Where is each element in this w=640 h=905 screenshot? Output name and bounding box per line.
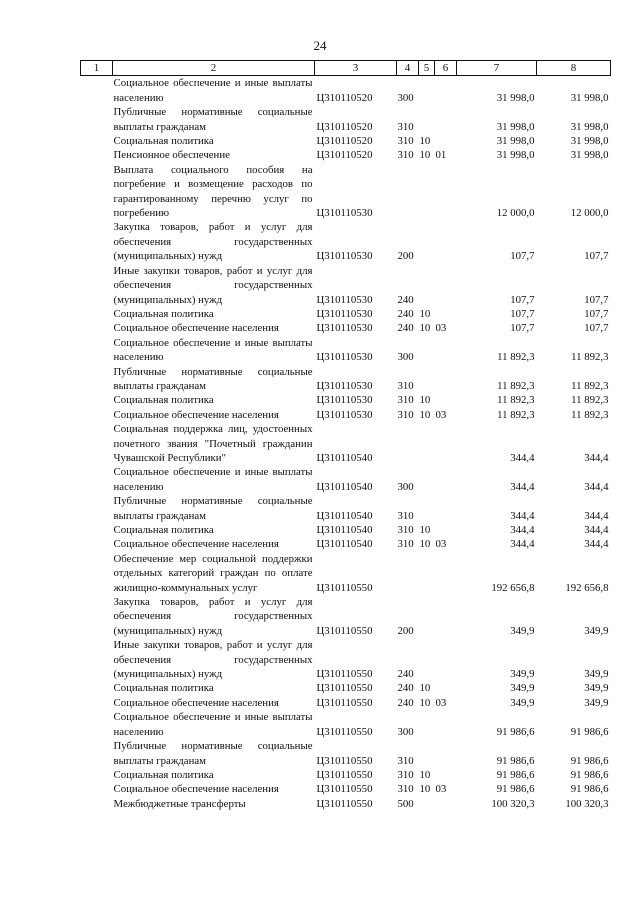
header-col-3: 3 bbox=[315, 61, 397, 76]
row-target-code: Ц310110540 bbox=[316, 509, 373, 522]
row-expense-type: 310 bbox=[397, 509, 414, 522]
row-amount-col-7: 31 998,0 bbox=[496, 91, 535, 104]
row-name: Социальная политика bbox=[113, 135, 214, 148]
row-name: Иные закупки товаров, работ и услуг для обеспечения государственных (муниципальных) нужд bbox=[113, 639, 313, 681]
row-expense-type: 500 bbox=[397, 797, 414, 810]
row-expense-type bbox=[397, 552, 419, 595]
row-amount-col-8: 192 656,8 bbox=[565, 581, 609, 594]
row-expense-type: 310 bbox=[397, 379, 414, 392]
row-subsection: 03 bbox=[435, 783, 447, 796]
table-row bbox=[81, 681, 611, 695]
row-amount-col-7: 349,9 bbox=[510, 624, 535, 637]
row-amount-col-7: 31 998,0 bbox=[496, 135, 535, 148]
row-name: Публичные нормативные социальные выплаты гражданам bbox=[113, 106, 313, 133]
row-amount-col-7: 107,7 bbox=[510, 307, 535, 320]
row-target-code: Ц310110530 bbox=[316, 322, 373, 335]
row-name: Социальное обеспечение населения bbox=[113, 408, 279, 421]
row-expense-type: 240 bbox=[397, 696, 414, 709]
row-amount-col-7: 349,9 bbox=[510, 668, 535, 681]
row-section bbox=[419, 264, 435, 307]
row-section: 10 bbox=[419, 307, 431, 320]
row-section: 10 bbox=[419, 783, 431, 796]
row-amount-col-7: 344,4 bbox=[510, 538, 535, 551]
row-subsection bbox=[435, 638, 457, 681]
row-expense-type: 310 bbox=[397, 768, 414, 781]
row-subsection: 03 bbox=[435, 696, 447, 709]
header-col-1: 1 bbox=[81, 61, 113, 76]
table-row bbox=[81, 552, 611, 595]
row-section: 10 bbox=[419, 538, 431, 551]
row-amount-col-8: 100 320,3 bbox=[565, 797, 609, 810]
row-name: Социальная политика bbox=[113, 307, 214, 320]
budget-table bbox=[80, 60, 611, 811]
row-col-1 bbox=[81, 537, 113, 551]
row-subsection: 01 bbox=[435, 149, 447, 162]
row-section: 10 bbox=[419, 408, 431, 421]
row-expense-type: 200 bbox=[397, 624, 414, 637]
table-row bbox=[81, 408, 611, 422]
row-expense-type: 300 bbox=[397, 351, 414, 364]
row-col-1 bbox=[81, 264, 113, 307]
row-name: Социальное обеспечение населения bbox=[113, 538, 279, 551]
row-col-1 bbox=[81, 76, 113, 105]
row-col-1 bbox=[81, 408, 113, 422]
table-row bbox=[81, 422, 611, 465]
table-row bbox=[81, 264, 611, 307]
row-target-code: Ц310110550 bbox=[316, 754, 373, 767]
row-amount-col-7: 11 892,3 bbox=[497, 408, 535, 421]
row-amount-col-8: 11 892,3 bbox=[571, 408, 609, 421]
row-expense-type: 240 bbox=[397, 322, 414, 335]
row-target-code: Ц310110540 bbox=[316, 524, 373, 536]
row-subsection bbox=[435, 797, 457, 811]
row-name: Социальная политика bbox=[113, 768, 214, 781]
row-name: Закупка товаров, работ и услуг для обеспечения государственных (муниципальных) нужд bbox=[113, 221, 313, 263]
row-name: Публичные нормативные социальные выплаты гражданам bbox=[113, 740, 313, 767]
row-section bbox=[419, 494, 435, 523]
row-target-code: Ц310110520 bbox=[316, 135, 373, 148]
row-amount-col-8: 107,7 bbox=[584, 250, 609, 263]
row-name: Иные закупки товаров, работ и услуг для обеспечения государственных (муниципальных) нужд bbox=[113, 264, 313, 306]
row-expense-type: 300 bbox=[397, 480, 414, 493]
row-target-code: Ц310110540 bbox=[316, 451, 373, 464]
row-expense-type: 300 bbox=[397, 725, 414, 738]
row-expense-type bbox=[397, 422, 419, 465]
row-col-1 bbox=[81, 220, 113, 263]
row-amount-col-7: 11 892,3 bbox=[497, 351, 535, 364]
table-row bbox=[81, 768, 611, 782]
row-amount-col-8: 12 000,0 bbox=[570, 207, 609, 220]
table-row bbox=[81, 336, 611, 365]
table-row bbox=[81, 76, 611, 105]
row-name: Публичные нормативные социальные выплаты гражданам bbox=[113, 365, 313, 392]
row-subsection bbox=[435, 739, 457, 768]
row-section bbox=[419, 595, 435, 638]
row-amount-col-8: 349,9 bbox=[584, 682, 609, 695]
row-target-code: Ц310110530 bbox=[316, 207, 373, 220]
row-section bbox=[419, 336, 435, 365]
row-amount-col-7: 11 892,3 bbox=[497, 394, 535, 407]
row-subsection bbox=[435, 552, 457, 595]
row-section bbox=[419, 638, 435, 681]
row-section: 10 bbox=[419, 682, 431, 695]
row-col-1 bbox=[81, 163, 113, 221]
row-subsection bbox=[435, 365, 457, 394]
row-amount-col-8: 31 998,0 bbox=[570, 149, 609, 162]
table-row bbox=[81, 465, 611, 494]
row-subsection bbox=[435, 523, 457, 537]
row-name: Закупка товаров, работ и услуг для обеспечения государственных (муниципальных) нужд bbox=[113, 596, 313, 637]
row-amount-col-7: 107,7 bbox=[510, 322, 535, 335]
row-subsection bbox=[435, 134, 457, 148]
row-col-1 bbox=[81, 739, 113, 768]
row-col-1 bbox=[81, 768, 113, 782]
row-target-code: Ц310110530 bbox=[316, 307, 373, 320]
row-name: Социальная политика bbox=[113, 394, 214, 407]
row-target-code: Ц310110550 bbox=[316, 783, 373, 796]
table-row bbox=[81, 797, 611, 811]
row-name: Социальное обеспечение населения bbox=[113, 696, 279, 709]
row-section: 10 bbox=[419, 768, 431, 781]
row-target-code: Ц310110550 bbox=[316, 668, 373, 681]
row-amount-col-8: 31 998,0 bbox=[570, 120, 609, 133]
table-row bbox=[81, 134, 611, 148]
header-col-6: 6 bbox=[435, 61, 457, 76]
row-col-1 bbox=[81, 710, 113, 739]
row-target-code: Ц310110550 bbox=[316, 696, 373, 709]
row-name: Социальное обеспечение и иные выплаты населению bbox=[113, 77, 313, 104]
row-amount-col-7: 11 892,3 bbox=[497, 379, 535, 392]
row-col-1 bbox=[81, 782, 113, 796]
row-col-1 bbox=[81, 523, 113, 537]
table-row bbox=[81, 105, 611, 134]
row-col-1 bbox=[81, 365, 113, 394]
row-subsection bbox=[435, 710, 457, 739]
row-col-1 bbox=[81, 681, 113, 695]
row-section: 10 bbox=[419, 149, 431, 162]
row-target-code: Ц310110530 bbox=[316, 293, 373, 306]
row-name: Социальное обеспечение населения bbox=[113, 322, 279, 335]
row-subsection bbox=[435, 681, 457, 695]
header-col-7: 7 bbox=[457, 61, 537, 76]
row-target-code: Ц310110550 bbox=[316, 682, 373, 695]
row-amount-col-7: 344,4 bbox=[510, 524, 535, 536]
row-col-1 bbox=[81, 638, 113, 681]
row-section: 10 bbox=[419, 524, 431, 536]
row-name: Социальное обеспечение и иные выплаты населению bbox=[113, 711, 313, 738]
table-row bbox=[81, 307, 611, 321]
row-section bbox=[419, 739, 435, 768]
row-target-code: Ц310110550 bbox=[316, 725, 373, 738]
row-expense-type: 240 bbox=[397, 307, 414, 320]
row-name: Выплата социального пособия на погребение и возмещение расходов по гарантированному перечню услуг по погребению bbox=[113, 163, 313, 220]
row-amount-col-7: 91 986,6 bbox=[496, 783, 535, 796]
row-col-1 bbox=[81, 552, 113, 595]
row-target-code: Ц310110520 bbox=[316, 91, 373, 104]
row-subsection bbox=[435, 465, 457, 494]
row-section bbox=[419, 163, 435, 221]
row-expense-type: 240 bbox=[397, 682, 414, 695]
table-row bbox=[81, 739, 611, 768]
row-name: Социальная политика bbox=[113, 682, 214, 695]
row-amount-col-7: 107,7 bbox=[510, 250, 535, 263]
row-name: Социальное обеспечение и иные выплаты населению bbox=[113, 466, 313, 493]
table-row bbox=[81, 710, 611, 739]
row-name: Публичные нормативные социальные выплаты гражданам bbox=[113, 495, 313, 522]
row-col-1 bbox=[81, 595, 113, 638]
row-expense-type: 240 bbox=[397, 293, 414, 306]
row-col-1 bbox=[81, 307, 113, 321]
row-name: Социальное обеспечение и иные выплаты населению bbox=[113, 336, 313, 364]
row-amount-col-8: 349,9 bbox=[584, 696, 609, 709]
row-col-1 bbox=[81, 494, 113, 523]
row-expense-type: 310 bbox=[397, 783, 414, 796]
row-expense-type: 300 bbox=[397, 91, 414, 104]
row-target-code: Ц310110540 bbox=[316, 538, 373, 551]
row-subsection bbox=[435, 163, 457, 221]
row-amount-col-8: 31 998,0 bbox=[570, 91, 609, 104]
row-name: Обеспечение мер социальной поддержки отдельных категорий граждан по оплате жилищно-коммунальных услуг bbox=[113, 552, 313, 594]
row-section: 10 bbox=[419, 135, 431, 148]
header-col-4: 4 bbox=[397, 61, 419, 76]
row-amount-col-8: 344,4 bbox=[584, 480, 609, 493]
row-expense-type: 310 bbox=[397, 149, 414, 162]
row-amount-col-8: 91 986,6 bbox=[570, 783, 609, 796]
row-section bbox=[419, 220, 435, 263]
row-amount-col-8: 344,4 bbox=[584, 538, 609, 551]
row-section: 10 bbox=[419, 322, 431, 335]
row-amount-col-8: 11 892,3 bbox=[571, 379, 609, 392]
row-target-code: Ц310110550 bbox=[316, 768, 373, 781]
row-col-1 bbox=[81, 148, 113, 162]
table-row bbox=[81, 494, 611, 523]
row-subsection bbox=[435, 105, 457, 134]
header-col-8: 8 bbox=[537, 61, 611, 76]
row-expense-type: 200 bbox=[397, 250, 414, 263]
row-amount-col-8: 344,4 bbox=[584, 451, 609, 464]
row-col-1 bbox=[81, 422, 113, 465]
row-amount-col-7: 344,4 bbox=[510, 480, 535, 493]
row-col-1 bbox=[81, 321, 113, 335]
table-row bbox=[81, 148, 611, 162]
row-col-1 bbox=[81, 465, 113, 494]
row-expense-type: 240 bbox=[397, 668, 414, 681]
row-expense-type: 310 bbox=[397, 120, 414, 133]
row-expense-type: 310 bbox=[397, 538, 414, 551]
row-section bbox=[419, 797, 435, 811]
row-amount-col-7: 31 998,0 bbox=[496, 120, 535, 133]
row-section: 10 bbox=[419, 696, 431, 709]
row-section bbox=[419, 710, 435, 739]
table-row bbox=[81, 696, 611, 710]
row-section bbox=[419, 365, 435, 394]
row-name: Социальная поддержка лиц, удостоенных почетного звания "Почетный гражданин Чувашской Республики" bbox=[113, 423, 313, 464]
row-target-code: Ц310110530 bbox=[316, 408, 373, 421]
column-number-header bbox=[81, 61, 611, 76]
table-row bbox=[81, 782, 611, 796]
row-target-code: Ц310110520 bbox=[316, 149, 373, 162]
row-amount-col-7: 344,4 bbox=[510, 451, 535, 464]
row-name: Социальная политика bbox=[113, 524, 214, 536]
row-subsection: 03 bbox=[435, 322, 447, 335]
row-subsection bbox=[435, 494, 457, 523]
row-expense-type: 310 bbox=[397, 754, 414, 767]
page-number: 24 bbox=[313, 38, 327, 53]
row-amount-col-7: 91 986,6 bbox=[496, 754, 535, 767]
row-col-1 bbox=[81, 336, 113, 365]
row-amount-col-8: 91 986,6 bbox=[570, 754, 609, 767]
row-amount-col-8: 31 998,0 bbox=[570, 135, 609, 148]
table-body bbox=[81, 76, 611, 811]
header-col-5: 5 bbox=[419, 61, 435, 76]
row-amount-col-8: 11 892,3 bbox=[571, 351, 609, 364]
row-col-1 bbox=[81, 696, 113, 710]
table-row bbox=[81, 321, 611, 335]
row-expense-type: 310 bbox=[397, 394, 414, 407]
row-subsection: 03 bbox=[435, 538, 447, 551]
row-subsection bbox=[435, 220, 457, 263]
row-subsection bbox=[435, 768, 457, 782]
row-section bbox=[419, 76, 435, 105]
row-col-1 bbox=[81, 134, 113, 148]
row-col-1 bbox=[81, 393, 113, 407]
row-name: Социальное обеспечение населения bbox=[113, 783, 279, 796]
row-amount-col-8: 91 986,6 bbox=[570, 768, 609, 781]
row-target-code: Ц310110530 bbox=[316, 250, 373, 263]
row-target-code: Ц310110540 bbox=[316, 480, 373, 493]
row-section bbox=[419, 552, 435, 595]
row-section bbox=[419, 422, 435, 465]
table-row bbox=[81, 595, 611, 638]
table-row bbox=[81, 220, 611, 263]
row-amount-col-7: 12 000,0 bbox=[496, 207, 535, 220]
row-target-code: Ц310110550 bbox=[316, 624, 373, 637]
table-row bbox=[81, 523, 611, 537]
row-target-code: Ц310110550 bbox=[316, 797, 373, 810]
table-row bbox=[81, 163, 611, 221]
row-expense-type bbox=[397, 163, 419, 221]
row-target-code: Ц310110530 bbox=[316, 394, 373, 407]
row-amount-col-8: 107,7 bbox=[584, 322, 609, 335]
row-col-1 bbox=[81, 105, 113, 134]
row-amount-col-7: 31 998,0 bbox=[496, 149, 535, 162]
row-amount-col-7: 344,4 bbox=[510, 509, 535, 522]
row-amount-col-7: 91 986,6 bbox=[496, 725, 535, 738]
row-amount-col-8: 344,4 bbox=[584, 524, 609, 536]
row-section: 10 bbox=[419, 394, 431, 407]
table-row bbox=[81, 393, 611, 407]
row-amount-col-7: 192 656,8 bbox=[491, 581, 535, 594]
row-subsection bbox=[435, 393, 457, 407]
row-amount-col-7: 349,9 bbox=[510, 696, 535, 709]
row-amount-col-8: 107,7 bbox=[584, 307, 609, 320]
row-target-code: Ц310110520 bbox=[316, 120, 373, 133]
row-amount-col-8: 344,4 bbox=[584, 509, 609, 522]
row-amount-col-7: 91 986,6 bbox=[496, 768, 535, 781]
row-subsection bbox=[435, 264, 457, 307]
row-name: Пенсионное обеспечение bbox=[113, 149, 230, 162]
row-amount-col-7: 107,7 bbox=[510, 293, 535, 306]
row-subsection: 03 bbox=[435, 408, 447, 421]
row-expense-type: 310 bbox=[397, 135, 414, 148]
row-name: Межбюджетные трансферты bbox=[113, 797, 246, 810]
row-subsection bbox=[435, 336, 457, 365]
row-amount-col-8: 349,9 bbox=[584, 668, 609, 681]
row-subsection bbox=[435, 422, 457, 465]
row-expense-type: 310 bbox=[397, 408, 414, 421]
row-subsection bbox=[435, 76, 457, 105]
row-col-1 bbox=[81, 797, 113, 811]
header-col-2: 2 bbox=[113, 61, 315, 76]
row-target-code: Ц310110530 bbox=[316, 351, 373, 364]
row-section bbox=[419, 465, 435, 494]
row-amount-col-7: 349,9 bbox=[510, 682, 535, 695]
row-expense-type: 310 bbox=[397, 524, 414, 536]
row-target-code: Ц310110550 bbox=[316, 581, 373, 594]
table-row bbox=[81, 537, 611, 551]
row-amount-col-8: 107,7 bbox=[584, 293, 609, 306]
row-amount-col-7: 100 320,3 bbox=[491, 797, 535, 810]
row-target-code: Ц310110530 bbox=[316, 379, 373, 392]
row-subsection bbox=[435, 595, 457, 638]
row-section bbox=[419, 105, 435, 134]
row-amount-col-8: 11 892,3 bbox=[571, 394, 609, 407]
row-amount-col-8: 91 986,6 bbox=[570, 725, 609, 738]
table-row bbox=[81, 638, 611, 681]
row-subsection bbox=[435, 307, 457, 321]
table-row bbox=[81, 365, 611, 394]
row-amount-col-8: 349,9 bbox=[584, 624, 609, 637]
